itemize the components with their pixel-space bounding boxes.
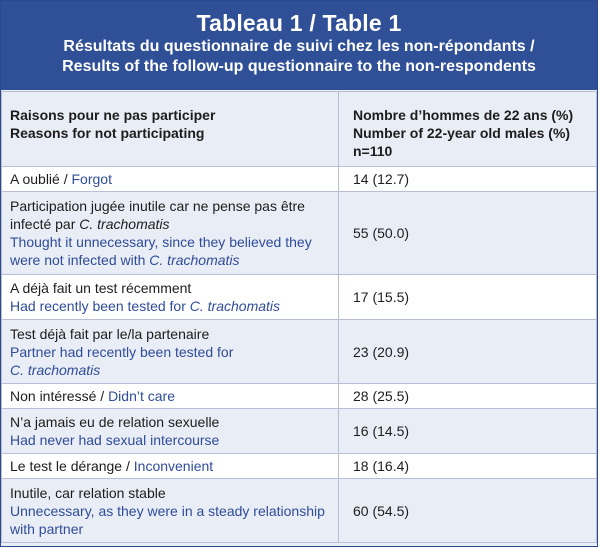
reason-en-text: Thought it unnecessary, since they believed they were not infected with [10, 234, 312, 268]
reason-fr: A déjà fait un test récemment [10, 280, 192, 296]
col1-en: Reasons for not participating [10, 125, 205, 141]
value-cell: 18 (16.4) [339, 454, 597, 479]
column-header-reasons [2, 92, 339, 167]
reason-cell [2, 479, 339, 543]
value-cell: 55 (50.0) [339, 192, 597, 275]
reason-fr: Participation jugée inutile car ne pense pas être infecté par [10, 198, 305, 232]
col2-n: n=110 [353, 143, 393, 159]
reason-en-text: Had recently been tested for [10, 298, 190, 314]
reason-cell [2, 192, 339, 275]
reason-cell [2, 384, 339, 409]
reason-fr: Test déjà fait par le/la partenaire [10, 325, 210, 342]
subtitle-en: Results of the follow-up questionnaire to the non-respondents [62, 58, 536, 75]
reason-cell [2, 454, 339, 479]
table-row [2, 320, 597, 384]
reason-fr: A oublié [10, 171, 60, 187]
value-cell: 14 (12.7) [339, 167, 597, 192]
col2-fr: Nombre d’hommes de 22 ans (%) [353, 107, 574, 123]
reason-en-italic: C. trachomatis [149, 252, 240, 268]
separator: / [122, 458, 134, 474]
table-header-row [2, 92, 597, 167]
table-row [2, 454, 597, 479]
reason-cell [2, 320, 339, 384]
reason-en: Unnecessary, as they were in a steady relationship with partner [10, 502, 325, 537]
value-cell: 17 (15.5) [339, 275, 597, 320]
reason-fr-italic: C. trachomatis [79, 216, 170, 232]
value-cell: 23 (20.9) [339, 320, 597, 384]
column-header-number [339, 92, 597, 167]
reason-fr: Le test le dérange [10, 458, 123, 474]
reason-en: Didn’t care [108, 388, 175, 404]
reason-en: Forgot [71, 171, 112, 187]
table-row [2, 192, 597, 275]
value-cell: 28 (25.5) [339, 384, 597, 409]
reason-en: Inconvenient [133, 458, 214, 474]
separator: / [96, 388, 109, 404]
reason-en [10, 298, 280, 314]
reason-en-italic: C. trachomatis [189, 298, 281, 314]
table-row [2, 167, 597, 192]
reason-fr: N’a jamais eu de relation sexuelle [10, 414, 220, 430]
value-cell: 60 (54.5) [339, 479, 597, 543]
reason-en [10, 344, 233, 378]
table-row [2, 409, 597, 454]
table-row [2, 479, 597, 543]
col1-fr: Raisons pour ne pas participer [10, 107, 216, 123]
results-table [1, 91, 597, 543]
table-row [2, 384, 597, 409]
table-row [2, 275, 597, 320]
reason-en: Had never had sexual intercourse [10, 432, 220, 448]
value-cell: 16 (14.5) [339, 409, 597, 454]
reason-fr: Inutile, car relation stable [10, 484, 166, 501]
col2-en: Number of 22-year old males (%) [353, 125, 571, 141]
reason-en-italic: C. trachomatis [10, 361, 101, 378]
table-header [1, 1, 597, 90]
table-title: Tableau 1 / Table 1 [196, 10, 402, 36]
reason-cell [2, 167, 339, 192]
reason-en [10, 234, 312, 268]
separator: / [59, 171, 72, 187]
reason-fr: Non intéressé [10, 388, 97, 404]
subtitle-fr: Résultats du questionnaire de suivi chez les non-répondants / [63, 38, 535, 55]
reason-cell [2, 409, 339, 454]
reason-en-text: Partner had recently been tested for [10, 343, 234, 360]
reason-cell [2, 275, 339, 320]
